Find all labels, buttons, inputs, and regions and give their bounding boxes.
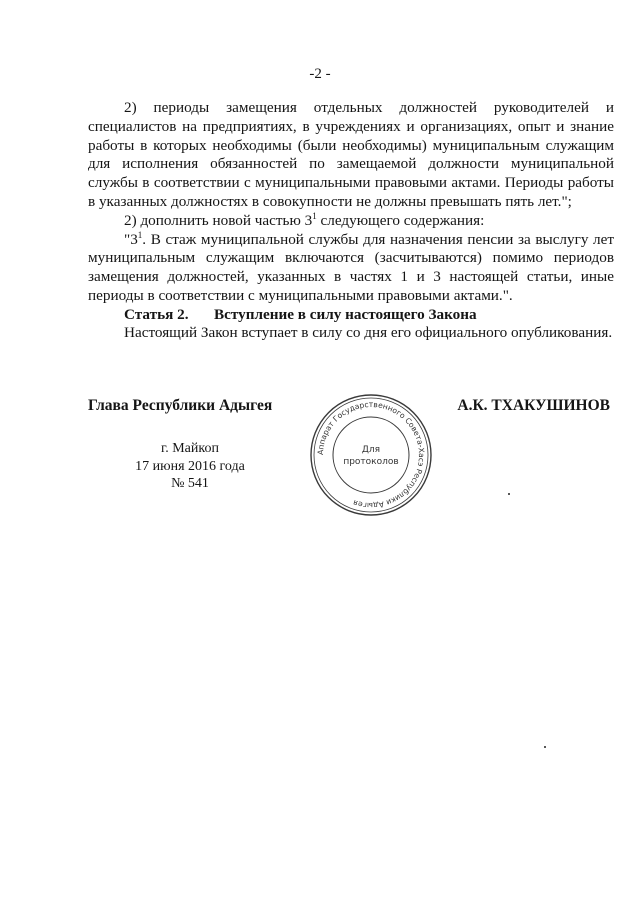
add-part-superscript: 1 xyxy=(312,210,317,221)
article-number: Статья 2. xyxy=(124,306,189,323)
article-body xyxy=(88,324,614,343)
article-paragraph: Настоящий Закон вступает в силу со дня его официального опубликования. xyxy=(124,324,613,341)
city: г. Майкоп xyxy=(161,441,219,456)
place-date-block xyxy=(120,440,260,493)
official-stamp xyxy=(306,390,436,520)
article-heading xyxy=(124,306,477,324)
law-number: № 541 xyxy=(171,476,209,491)
amendment-text xyxy=(88,99,614,306)
date: 17 июня 2016 года xyxy=(135,458,245,474)
page-number: -2 - xyxy=(309,66,331,82)
article-title: Вступление в силу настоящего Закона xyxy=(214,306,477,323)
signatory-position: Глава Республики Адыгея xyxy=(88,397,273,414)
stamp-center-line2: протоколов xyxy=(343,457,399,467)
paragraph-new-part xyxy=(88,231,614,306)
stamp-center-line1: Для xyxy=(361,445,381,455)
paragraph-add-part xyxy=(88,212,614,231)
paragraph-periods: 2) периоды замещения отдельных должностей руководителей и специалистов на предприятиях, в учреждениях и организациях, опыт и знание работы в которых необходимы (были необходимы) муниципальным служащим для исполнения обязанностей по замещаемой должности муниципальной службы в соответствии с муниципальными правовыми актами. Периоды работы в указанных должностях в совокупности не должны превышать пять лет."; xyxy=(88,99,614,210)
add-part-text-end: следующего содержания: xyxy=(316,211,485,229)
scan-speck xyxy=(508,493,510,495)
new-part-superscript: 1 xyxy=(137,229,143,240)
new-part-text-end: . В стаж муниципальной службы для назначения пенсии за выслугу лет муниципальным служащим включаются (засчитываются) помимо периодов замещения должностей, указанных в частях 1 и 3 настоящей статьи, иные периоды в соответствии с муниципальными правовыми актами.". xyxy=(88,230,614,304)
stamp-seal-icon xyxy=(306,390,436,520)
stamp-ring-text: Аппарат Государственного Совета-Хасэ Республики Адыгея xyxy=(315,399,427,511)
scan-speck xyxy=(544,746,546,748)
add-part-text: 2) дополнить новой частью 3 xyxy=(124,211,313,229)
new-part-text: "3 xyxy=(124,230,138,248)
signatory-name: А.К. ТХАКУШИНОВ xyxy=(457,397,610,414)
